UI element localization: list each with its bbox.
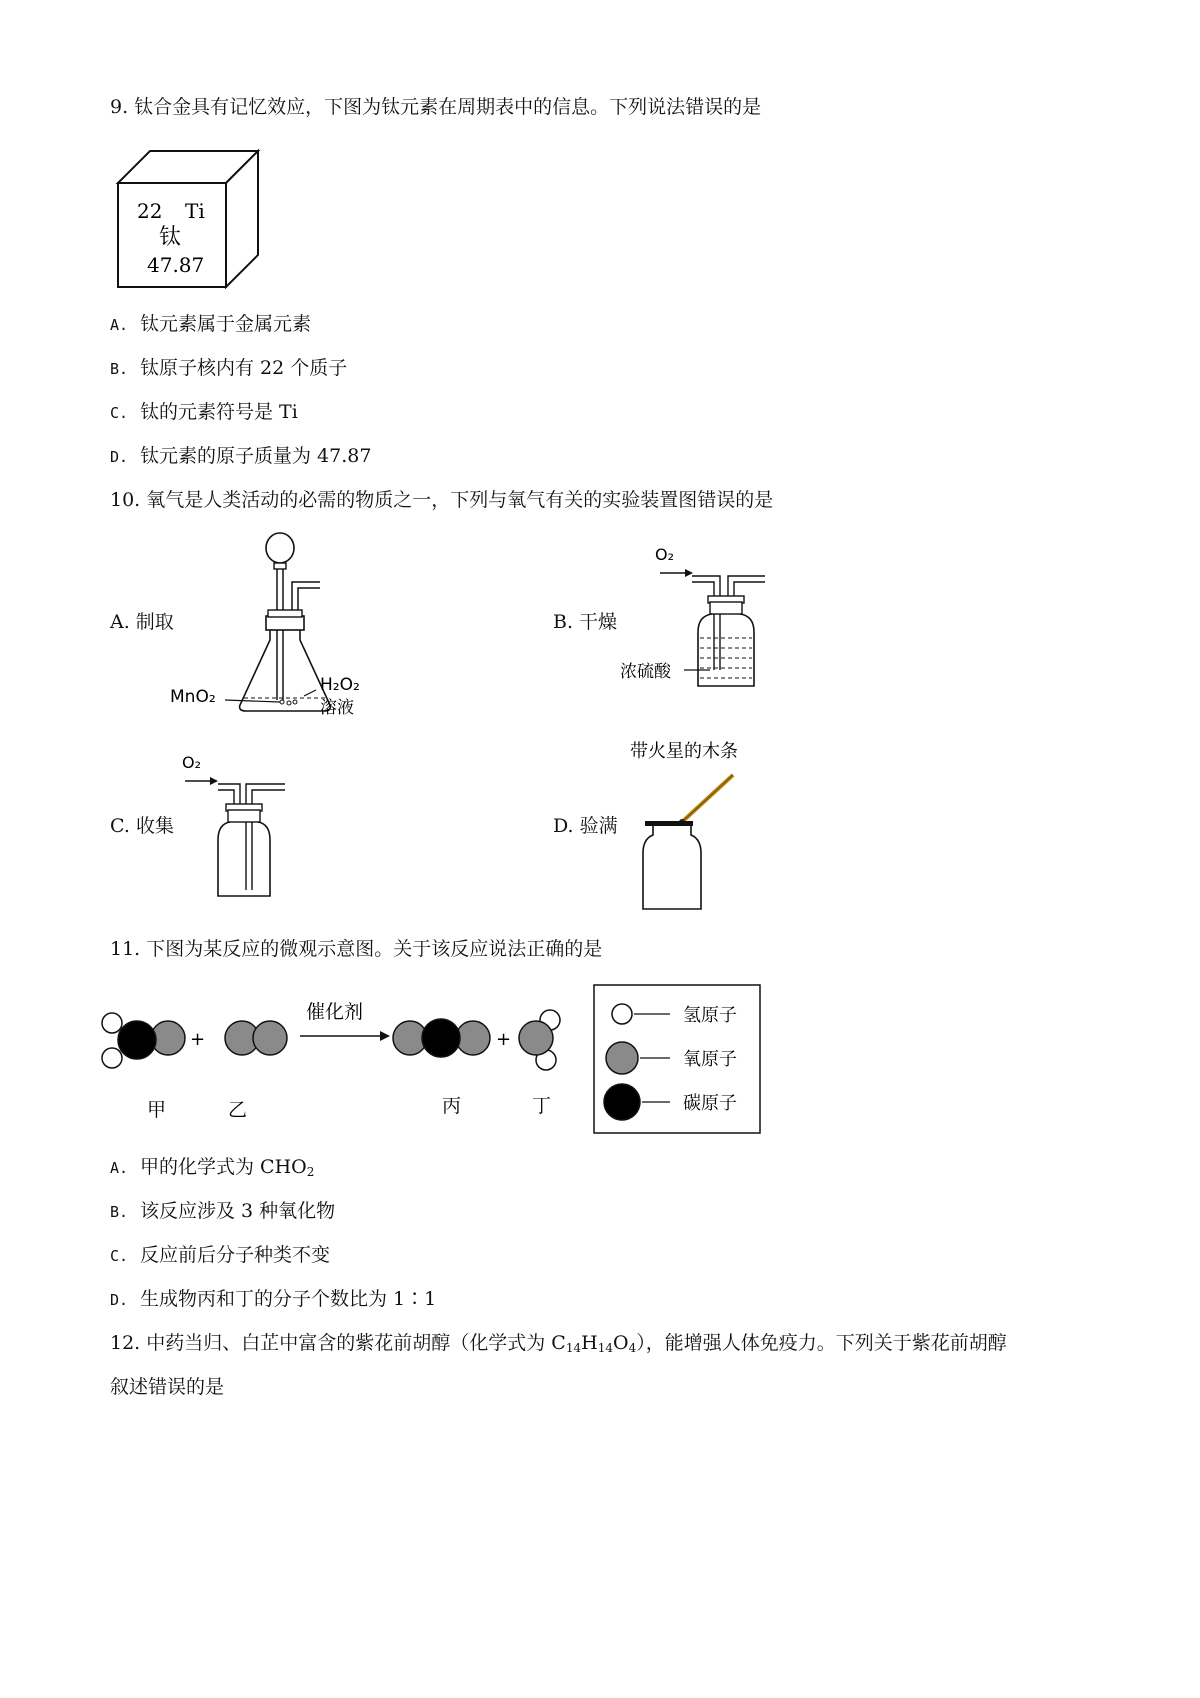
q9-option-a[interactable]: A. 钛元素属于金属元素 bbox=[110, 313, 312, 335]
q11-stem: 11. 下图为某反应的微观示意图。关于该反应说法正确的是 bbox=[110, 938, 603, 960]
acid-label: 浓硫酸 bbox=[620, 662, 671, 682]
gas-washing-bottle bbox=[698, 614, 754, 686]
molecule-ding bbox=[519, 1010, 560, 1070]
name-ding: 丁 bbox=[532, 1095, 552, 1117]
legend-hydrogen-label: 氢原子 bbox=[683, 1005, 737, 1026]
q9-option-c[interactable]: C. 钛的元素符号是 Ti bbox=[110, 401, 298, 423]
hydrogen-atom bbox=[102, 1013, 122, 1033]
plus-sign: + bbox=[190, 1029, 206, 1050]
titanium-element-cube bbox=[115, 148, 295, 308]
legend-hydrogen-swatch bbox=[612, 1004, 632, 1024]
legend-oxygen-swatch bbox=[606, 1042, 638, 1074]
oxygen-drying-apparatus bbox=[620, 540, 820, 700]
carbon-atom bbox=[422, 1019, 460, 1057]
legend-carbon-label: 碳原子 bbox=[683, 1093, 737, 1114]
o2-label-c: O₂ bbox=[182, 753, 202, 772]
oxygen-preparation-apparatus bbox=[170, 530, 400, 730]
oxygen-atom bbox=[519, 1021, 553, 1055]
element-symbol: Ti bbox=[185, 199, 205, 223]
legend-carbon-swatch bbox=[604, 1084, 640, 1120]
funnel-bulb bbox=[266, 533, 294, 563]
h2o2-label: H₂O₂ bbox=[320, 675, 360, 695]
glowing-stick-label: 带火星的木条 bbox=[630, 741, 738, 762]
molecule-jia bbox=[102, 1013, 185, 1068]
oxygen-atom bbox=[456, 1021, 490, 1055]
hydrogen-atom bbox=[102, 1048, 122, 1068]
name-yi: 乙 bbox=[228, 1099, 248, 1121]
molecule-bing bbox=[393, 1019, 490, 1057]
carbon-atom bbox=[118, 1021, 156, 1059]
catalyst-label: 催化剂 bbox=[306, 1001, 364, 1023]
reaction-micro-diagram bbox=[100, 978, 780, 1138]
q12-stem: 12. 中药当归、白芷中富含的紫花前胡醇（化学式为 $C_{14}H_{14}O_4$），能增强人体免疫力。下列关于紫花前胡醇 bbox=[110, 1332, 1007, 1355]
oxygen-atom bbox=[253, 1021, 287, 1055]
legend-oxygen-label: 氧原子 bbox=[683, 1049, 737, 1070]
q10-option-c-label[interactable]: C. 收集 bbox=[110, 815, 174, 837]
flask-stopper bbox=[266, 616, 304, 630]
name-bing: 丙 bbox=[442, 1095, 462, 1117]
gas-jar bbox=[643, 826, 701, 909]
q11-option-b[interactable]: B. 该反应涉及 3 种氧化物 bbox=[110, 1200, 336, 1222]
o2-label: O₂ bbox=[655, 545, 675, 564]
q10-option-b-label[interactable]: B. 干燥 bbox=[553, 611, 618, 633]
element-name: 钛 bbox=[159, 225, 182, 250]
q11-option-c[interactable]: C. 反应前后分子种类不变 bbox=[110, 1244, 331, 1266]
q10-option-d-label[interactable]: D. 验满 bbox=[553, 815, 618, 837]
mno2-pointer bbox=[225, 700, 280, 702]
plus-sign-2: + bbox=[496, 1029, 512, 1050]
inlet-tube bbox=[692, 576, 720, 670]
q9-stem: 9. 钛合金具有记忆效应，下图为钛元素在周期表中的信息。下列说法错误的是 bbox=[110, 96, 762, 118]
atomic-mass: 47.87 bbox=[147, 253, 205, 277]
mno2-label: MnO₂ bbox=[170, 687, 216, 707]
glass-plate bbox=[645, 821, 693, 826]
h2o2-pointer bbox=[304, 690, 316, 696]
atomic-number: 22 bbox=[137, 199, 163, 223]
oxygen-collection-apparatus bbox=[180, 748, 320, 908]
q12-stem-line2: 叙述错误的是 bbox=[110, 1376, 225, 1398]
collection-bottle bbox=[218, 822, 270, 896]
q9-option-b[interactable]: B. 钛原子核内有 22 个质子 bbox=[110, 357, 348, 379]
q9-option-d[interactable]: D. 钛元素的原子质量为 47.87 bbox=[110, 445, 372, 467]
molecule-yi bbox=[225, 1021, 287, 1055]
q10-option-a-label[interactable]: A. 制取 bbox=[110, 611, 174, 633]
name-jia: 甲 bbox=[147, 1099, 167, 1121]
conical-flask bbox=[240, 630, 331, 711]
q10-stem: 10. 氧气是人类活动的必需的物质之一，下列与氧气有关的实验装置图错误的是 bbox=[110, 489, 774, 511]
q11-option-d[interactable]: D. 生成物丙和丁的分子个数比为 1∶1 bbox=[110, 1288, 437, 1310]
q11-option-a[interactable]: A. 甲的化学式为 $CHO_2$ bbox=[110, 1156, 315, 1179]
funnel-stopcock bbox=[274, 563, 286, 569]
solution-label: 溶液 bbox=[320, 698, 354, 718]
oxygen-full-test-apparatus bbox=[625, 735, 805, 915]
